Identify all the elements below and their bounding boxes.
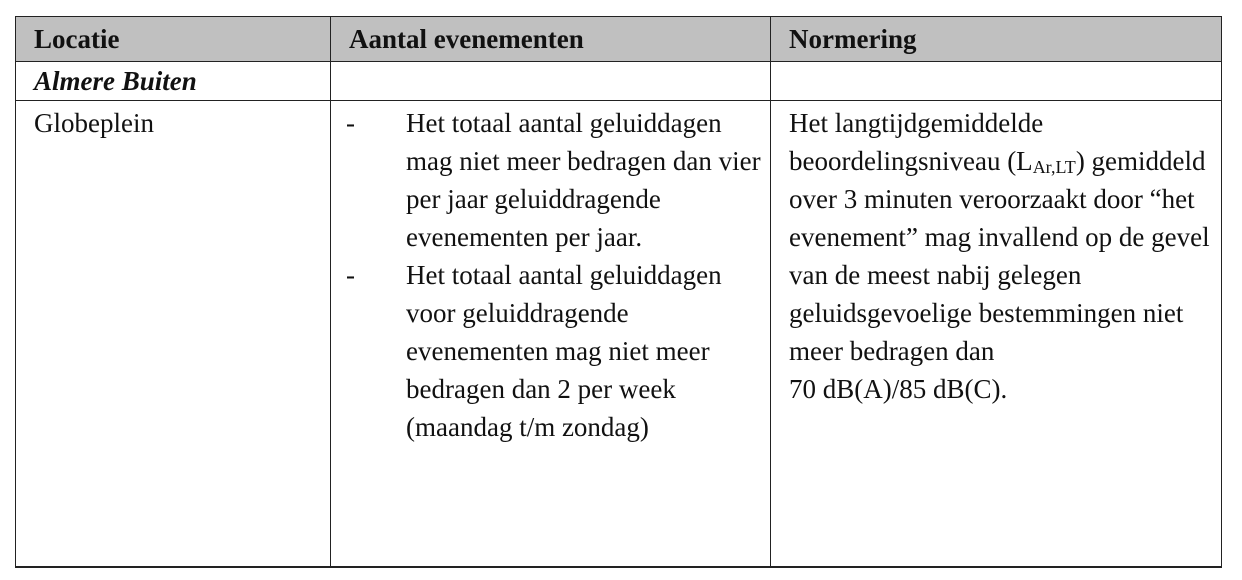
header-row <box>16 17 1222 62</box>
bullet-dash: - <box>346 108 355 138</box>
norm-subscript: Ar,LT <box>1032 157 1076 177</box>
list-item <box>346 256 770 446</box>
list-item <box>346 104 770 256</box>
bullet-list <box>346 104 770 446</box>
header-normering: Normering <box>771 17 1222 62</box>
bullet-text: Het totaal aantal geluiddagen voor geluiddragende evenementen mag niet meer bedragen dan 2 per week (maandag t/m zondag) <box>406 260 722 442</box>
noise-norm-table <box>15 16 1222 568</box>
norm-value: 70 dB(A)/85 dB(C). <box>789 374 1008 404</box>
norm-text-post: ) gemiddeld over 3 minuten veroorzaakt door “het evenement” mag invallend op de gevel van de meest nabij gelegen geluidsgevoelige bestemmingen niet meer bedragen dan <box>789 146 1210 366</box>
norm-cell <box>771 101 1222 568</box>
region-empty-cell <box>771 62 1222 101</box>
region-empty-cell <box>331 62 771 101</box>
norm-text-pre: Het langtijdgemiddelde beoordelingsniveau (L <box>789 108 1044 176</box>
region-label: Almere Buiten <box>16 62 331 101</box>
region-row <box>16 62 1222 101</box>
bullet-text: Het totaal aantal geluiddagen mag niet meer bedragen dan vier per jaar geluiddragende evenementen per jaar. <box>406 108 761 252</box>
table-row <box>16 101 1222 568</box>
event-count-cell <box>331 101 771 568</box>
location-cell: Globeplein <box>16 101 331 568</box>
header-locatie: Locatie <box>16 17 331 62</box>
bullet-dash: - <box>346 260 355 290</box>
header-aantal-evenementen: Aantal evenementen <box>331 17 771 62</box>
